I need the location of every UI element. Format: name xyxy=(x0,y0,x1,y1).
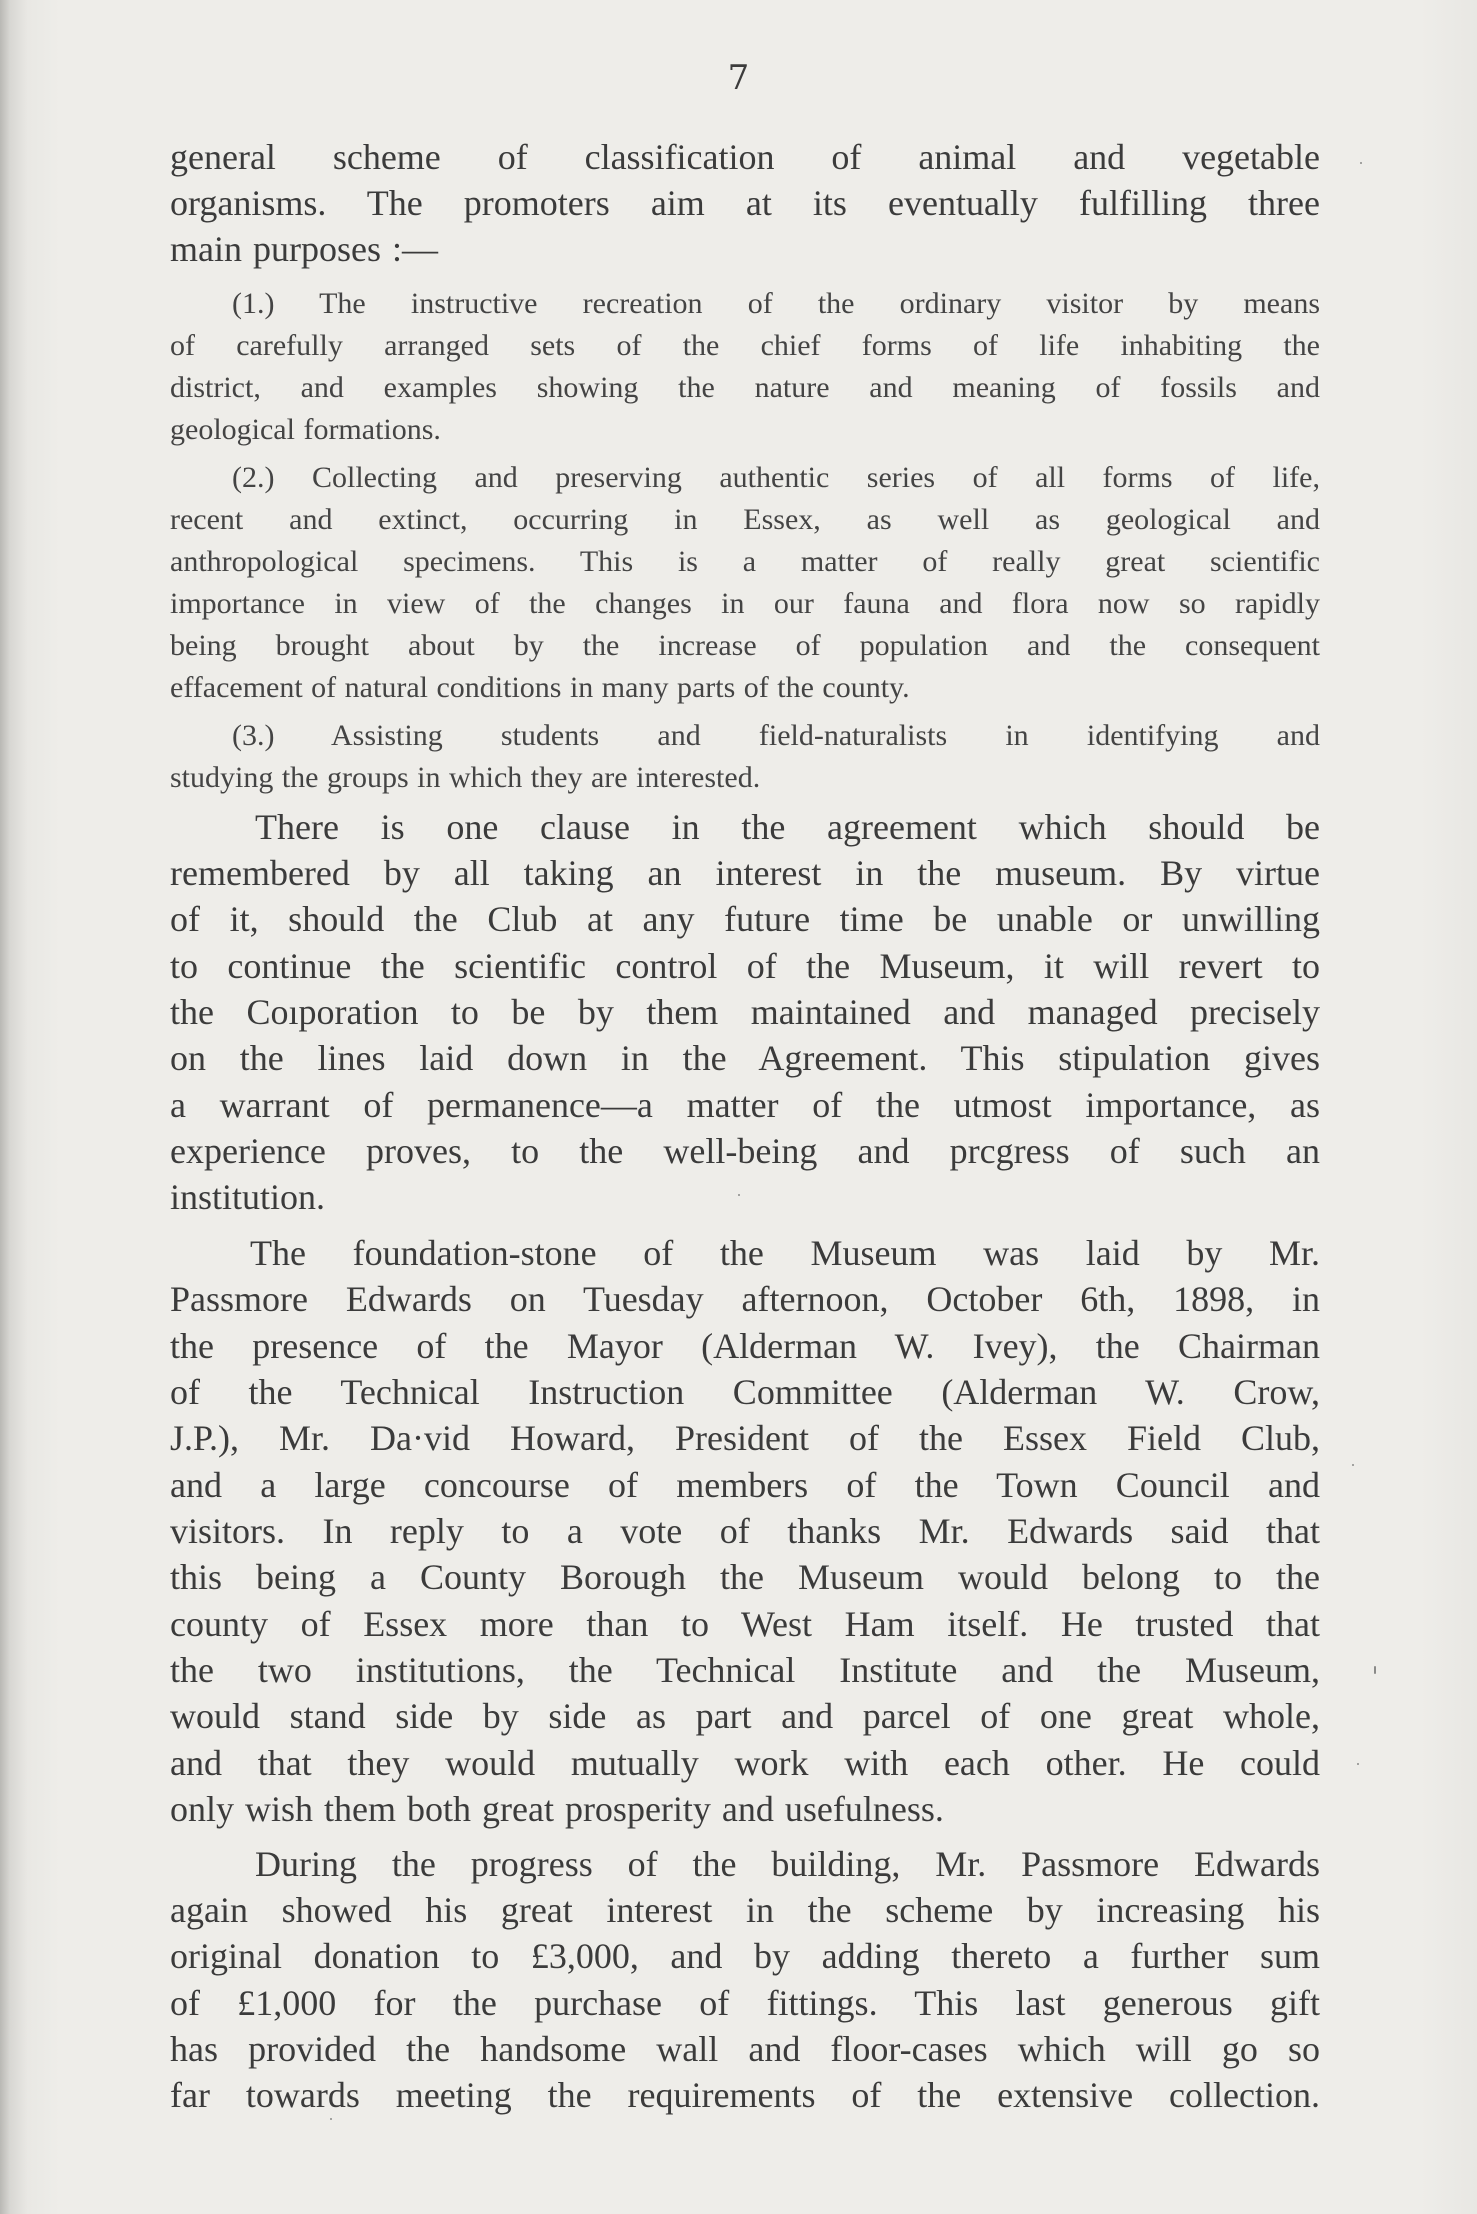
text-line: this being a County Borough the Museum would belong to the xyxy=(170,1557,1320,1597)
text-line: would stand side by side as part and parcel of one great whole, xyxy=(170,1696,1320,1736)
text-line: on the lines laid down in the Agreement. This stipulation gives xyxy=(170,1038,1320,1078)
paper-speck xyxy=(1374,1666,1376,1674)
text-line: institution. xyxy=(170,1177,326,1217)
text-line: and a large concourse of members of the Town Council and xyxy=(170,1465,1320,1505)
text-line: geological formations. xyxy=(170,413,441,446)
text-line: has provided the handsome wall and floor-cases which will go so xyxy=(170,2029,1320,2069)
text-line: and that they would mutually work with each other. He could xyxy=(170,1743,1320,1783)
text-line: far towards meeting the requirements of the extensive collection. xyxy=(170,2075,1320,2115)
text-line: of it, should the Club at any future time be unable or unwilling xyxy=(170,899,1320,939)
text-line: general scheme of classification of animal and vegetable xyxy=(170,137,1320,177)
text-line: Passmore Edwards on Tuesday afternoon, October 6th, 1898, in xyxy=(170,1279,1320,1319)
text-line: During the progress of the building, Mr. Passmore Edwards xyxy=(255,1844,1320,1884)
paper-speck xyxy=(1352,1464,1354,1466)
text-line: importance in view of the changes in our fauna and flora now so rapidly xyxy=(170,587,1320,620)
text-line: original donation to £3,000, and by adding thereto a further sum xyxy=(170,1936,1320,1976)
text-line: visitors. In reply to a vote of thanks Mr. Edwards said that xyxy=(170,1511,1320,1551)
text-line: the presence of the Mayor (Alderman W. Ivey), the Chairman xyxy=(170,1326,1320,1366)
text-line: of the Technical Instruction Committee (Alderman W. Crow, xyxy=(170,1372,1320,1412)
text-line: (3.) Assisting students and field-naturalists in identifying and xyxy=(232,719,1320,752)
text-line: district, and examples showing the nature and meaning of fossils and xyxy=(170,371,1320,404)
text-line: the two institutions, the Technical Institute and the Museum, xyxy=(170,1650,1320,1690)
text-line: the Coıporation to be by them maintained and managed precisely xyxy=(170,992,1320,1032)
paper-speck xyxy=(330,2118,332,2120)
text-line: of £1,000 for the purchase of fittings. This last generous gift xyxy=(170,1983,1320,2023)
text-line: of carefully arranged sets of the chief forms of life inhabiting the xyxy=(170,329,1320,362)
paper-speck xyxy=(1357,1763,1359,1765)
text-line: county of Essex more than to West Ham itself. He trusted that xyxy=(170,1604,1320,1644)
text-line: organisms. The promoters aim at its eventually fulfilling three xyxy=(170,183,1320,223)
text-line: anthropological specimens. This is a matter of really great scientific xyxy=(170,545,1320,578)
text-line: The foundation-stone of the Museum was laid by Mr. xyxy=(250,1233,1320,1273)
text-line: J.P.), Mr. Da·vid Howard, President of the Essex Field Club, xyxy=(170,1418,1320,1458)
text-line: again showed his great interest in the scheme by increasing his xyxy=(170,1890,1320,1930)
text-line: (2.) Collecting and preserving authentic series of all forms of life, xyxy=(232,461,1320,494)
paper-speck xyxy=(1360,162,1362,164)
text-line: to continue the scientific control of the Museum, it will revert to xyxy=(170,946,1320,986)
text-line: main purposes :— xyxy=(170,229,438,269)
text-line: experience proves, to the well-being and prcgress of such an xyxy=(170,1131,1320,1171)
text-line: a warrant of permanence—a matter of the utmost importance, as xyxy=(170,1085,1320,1125)
text-line: There is one clause in the agreement which should be xyxy=(255,807,1320,847)
text-line: recent and extinct, occurring in Essex, as well as geological and xyxy=(170,503,1320,536)
text-line: effacement of natural conditions in many parts of the county. xyxy=(170,671,910,704)
text-line: being brought about by the increase of population and the consequent xyxy=(170,629,1320,662)
text-line: (1.) The instructive recreation of the ordinary visitor by means xyxy=(232,287,1320,320)
text-line: studying the groups in which they are interested. xyxy=(170,761,761,794)
paper-speck xyxy=(738,1194,740,1196)
page-number: 7 xyxy=(727,58,750,98)
text-line: only wish them both great prosperity and usefulness. xyxy=(170,1789,944,1829)
text-line: remembered by all taking an interest in the museum. By virtue xyxy=(170,853,1320,893)
